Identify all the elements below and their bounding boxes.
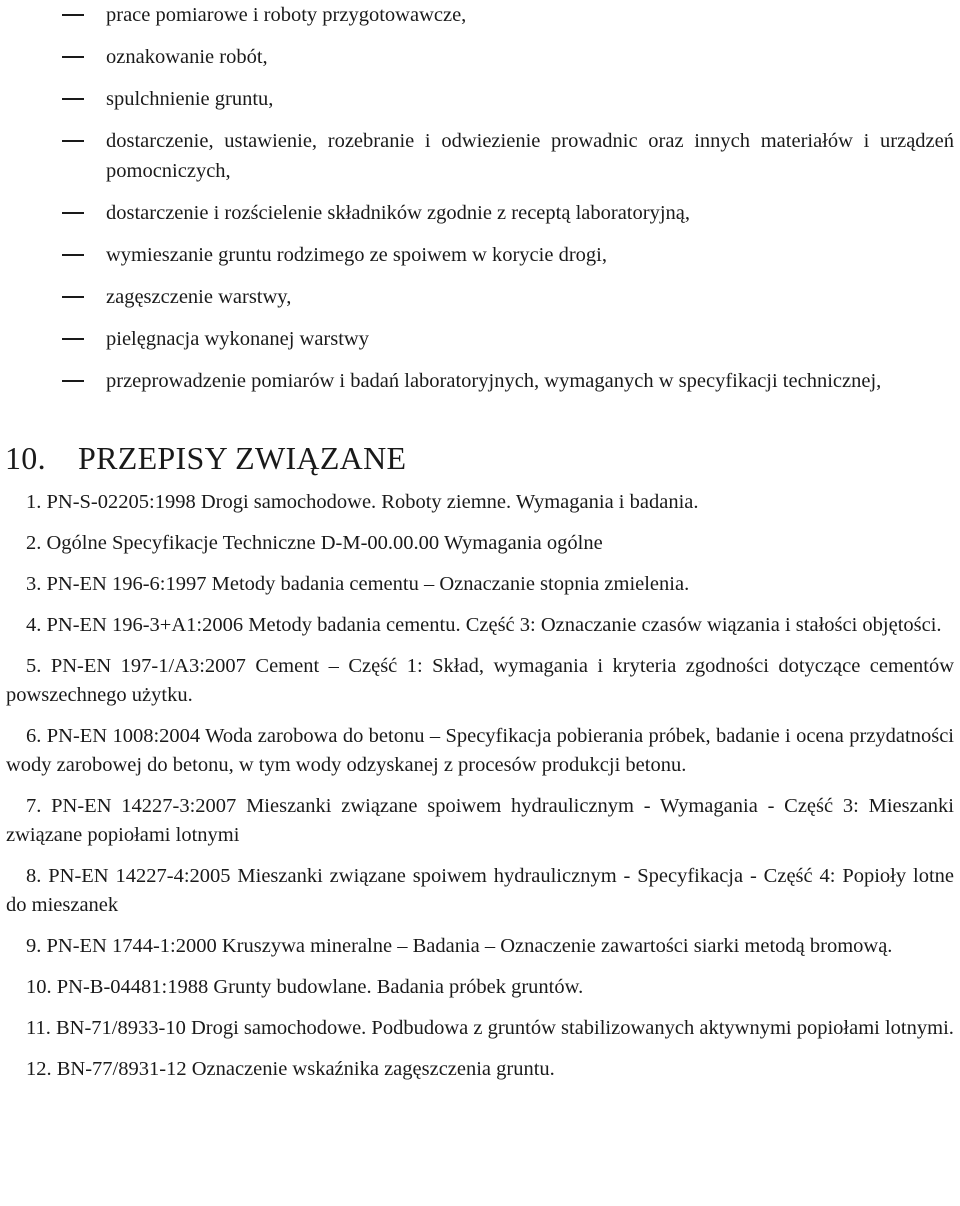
reference-item: 10. PN-B-04481:1988 Grunty budowlane. Badania próbek gruntów. bbox=[26, 976, 584, 998]
list-item: przeprowadzenie pomiarów i badań laboratoryjnych, wymaganych w specyfikacji technicznej, bbox=[0, 366, 960, 396]
dash-bullet-icon bbox=[62, 212, 84, 214]
references-list bbox=[0, 488, 960, 1084]
reference-item: 6. PN-EN 1008:2004 Woda zarobowa do betonu – Specyfikacja pobierania próbek, badanie i ocena przydatności wody zarobowej do betonu, w tym wody odzyskanej z procesów produkcji betonu. bbox=[6, 725, 954, 776]
dash-bullet-icon bbox=[62, 140, 84, 142]
list-item: dostarczenie i rozścielenie składników zgodnie z receptą laboratoryjną, bbox=[0, 198, 960, 228]
dash-bullet-icon bbox=[62, 98, 84, 100]
list-item: dostarczenie, ustawienie, rozebranie i odwiezienie prowadnic oraz innych materiałów i urządzeń pomocniczych, bbox=[0, 126, 960, 186]
dash-bullet-icon bbox=[62, 56, 84, 58]
reference-item: 8. PN-EN 14227-4:2005 Mieszanki związane spoiwem hydraulicznym - Specyfikacja - Część 4: Popioły lotne do mieszanek bbox=[6, 865, 954, 916]
reference-item: 4. PN-EN 196-3+A1:2006 Metody badania cementu. Część 3: Oznaczanie czasów wiązania i stałości objętości. bbox=[26, 614, 942, 636]
list-item: pielęgnacja wykonanej warstwy bbox=[0, 324, 960, 354]
dash-bullet-icon bbox=[62, 296, 84, 298]
work-scope-list bbox=[0, 0, 960, 396]
section-title: PRZEPISY ZWIĄZANE bbox=[78, 440, 407, 476]
dash-bullet-icon bbox=[62, 338, 84, 340]
reference-item: 11. BN-71/8933-10 Drogi samochodowe. Podbudowa z gruntów stabilizowanych aktywnymi popiołami lotnymi. bbox=[26, 1017, 954, 1039]
list-item: spulchnienie gruntu, bbox=[0, 84, 960, 114]
list-item: wymieszanie gruntu rodzimego ze spoiwem w korycie drogi, bbox=[0, 240, 960, 270]
reference-item: 2. Ogólne Specyfikacje Techniczne D-M-00.00.00 Wymagania ogólne bbox=[26, 532, 603, 554]
list-item: oznakowanie robót, bbox=[0, 42, 960, 72]
reference-item: 9. PN-EN 1744-1:2000 Kruszywa mineralne – Badania – Oznaczenie zawartości siarki metodą bromową. bbox=[26, 935, 893, 957]
reference-item: 5. PN-EN 197-1/A3:2007 Cement – Część 1: Skład, wymagania i kryteria zgodności dotyczące cementów powszechnego użytku. bbox=[6, 655, 954, 706]
list-item: zagęszczenie warstwy, bbox=[0, 282, 960, 312]
dash-bullet-icon bbox=[62, 380, 84, 382]
reference-item: 1. PN-S-02205:1998 Drogi samochodowe. Roboty ziemne. Wymagania i badania. bbox=[26, 491, 699, 513]
dash-bullet-icon bbox=[62, 14, 84, 16]
dash-bullet-icon bbox=[62, 254, 84, 256]
reference-item: 7. PN-EN 14227-3:2007 Mieszanki związane spoiwem hydraulicznym - Wymagania - Część 3: Mieszanki związane popiołami lotnymi bbox=[6, 795, 954, 846]
section-heading bbox=[5, 438, 406, 478]
reference-item: 12. BN-77/8931-12 Oznaczenie wskaźnika zagęszczenia gruntu. bbox=[26, 1058, 555, 1080]
list-item: prace pomiarowe i roboty przygotowawcze, bbox=[0, 0, 960, 30]
reference-item: 3. PN-EN 196-6:1997 Metody badania cementu – Oznaczanie stopnia zmielenia. bbox=[26, 573, 690, 595]
section-number: 10. bbox=[5, 440, 46, 476]
